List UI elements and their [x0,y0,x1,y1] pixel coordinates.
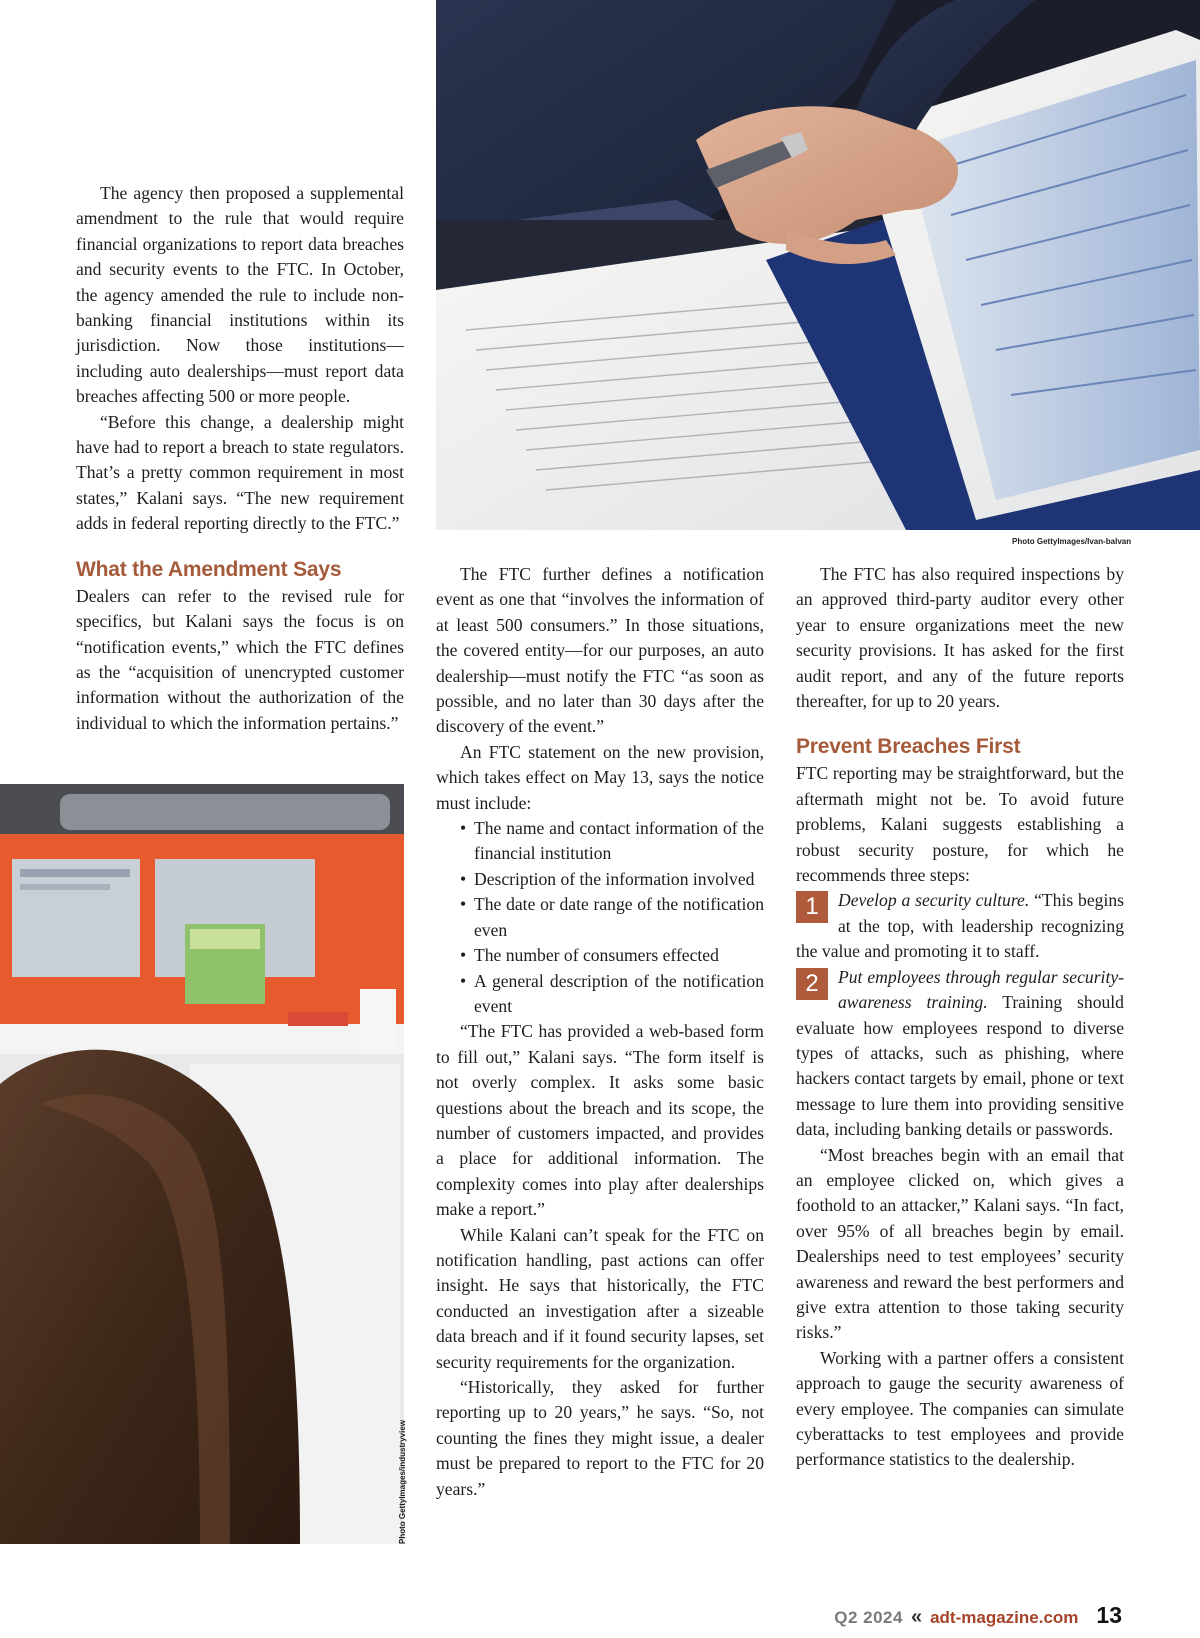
list-item: • A general description of the notification event [460,969,764,1020]
step-1 [796,888,1124,964]
photo-left-illustration [0,784,404,1544]
footer-issue: Q2 2024 [834,1608,903,1627]
column-3 [796,562,1124,1473]
notice-requirements-list [436,816,764,1019]
col2-paragraph-5: “Historically, they asked for further reporting up to 20 years,” he says. “So, not counting the fines they might issue, a dealer must be prepared to report to the FTC for 20 years.” [436,1377,764,1499]
list-item: • The number of consumers effected [460,943,764,968]
col1-section-heading: What the Amendment Says [76,557,342,581]
col2-paragraph-2: An FTC statement on the new provision, which takes effect on May 13, says the notice must include: [436,741,764,813]
col2-paragraph-3: “The FTC has provided a web-based form to fill out,” Kalani says. “The form itself is not overly complex. It asks some basic questions about the breach and its scope, the number of customers impacted, and provides a place for additional information. The complexity comes into play after dealerships make a report.” [436,1021,764,1220]
photo-top-credit: Photo GettyImages/Ivan-balvan [1012,537,1132,546]
col1-paragraph-2: “Before this change, a dealership might have had to report a breach to state regulators. That’s a pretty common requirement in most states,” Kalani says. “The new requirement adds in federal reporting directly to the FTC.” [76,411,404,534]
photo-left-credit: Photo GettyImages/industryview [398,1419,407,1544]
col3-paragraph-3: “Most breaches begin with an email that an employee clicked on, which gives a foothold to an attacker,” Kalani says. “In fact, over 95% of all breaches begin by email. Dealerships need to test employees’ security awareness and reward the best performers and give extra attention to those taking security risks.” [796,1144,1124,1343]
col1-paragraph-1: The agency then proposed a supplemental amendment to the rule that would require financial organizations to report data breaches and security events to the FTC. In October, the agency amended the rule to include non-banking financial institutions within its jurisdiction. Now those institutions—including auto dealerships—must report data breaches affecting 500 or more people. [76,183,404,407]
step-2 [796,965,1124,1143]
col3-paragraph-1: The FTC has also required inspections by an approved third-party auditor every other year to ensure organizations meet the new security provisions. It has asked for the first audit report, and any of the future reports thereafter, for up to 20 years. [796,564,1124,712]
step-1-text: “This begins at the top, with leadership recognizing the value and promoting it to staff. [796,890,1124,962]
column-1 [76,181,404,736]
list-item: • The name and contact information of the financial institution [460,816,764,867]
col3-section-heading: Prevent Breaches First [796,735,1021,759]
page-number: 13 [1096,1602,1122,1628]
step-2-lead: Put employees through regular security-awareness training. [838,966,1124,1013]
photo-top [436,0,1200,530]
list-item: • Description of the information involved [460,867,764,892]
col3-paragraph-4: Working with a partner offers a consistent approach to gauge the security awareness of every employee. The companies can simulate cyberattacks to test employees and provide performance statistics to the dealership. [796,1347,1124,1470]
step-1-lead: Develop a security culture. [838,890,1030,911]
col2-paragraph-4: While Kalani can’t speak for the FTC on notification handling, past actions can offer insight. He says that historically, the FTC conducted an investigation after a sizeable data breach and if it found security lapses, set security requirements for the organization. [436,1224,764,1372]
page-footer [834,1602,1122,1629]
photo-left [0,784,404,1544]
footer-site-link[interactable]: adt-magazine.com [930,1608,1079,1627]
col2-paragraph-1: The FTC further defines a notification event as one that “involves the information of at least 500 consumers.” In those situations, the covered entity—for our purposes, an auto dealership—must notify the FTC “as soon as possible, and no later than 30 days after the discovery of the event.” [436,564,764,737]
list-item: • The date or date range of the notification even [460,892,764,943]
step-1-badge: 1 [796,891,828,923]
footer-separator: « [910,1606,923,1628]
step-2-badge: 2 [796,968,828,1000]
column-2 [436,562,764,1502]
photo-top-illustration [436,0,1200,530]
col3-paragraph-2: FTC reporting may be straightforward, but the aftermath might not be. To avoid future problems, Kalani suggests establishing a robust security posture, for which he recommends three steps: [796,763,1124,886]
step-2-text: Training should evaluate how employees respond to diverse types of attacks, such as phishing, where hackers contact targets by email, phone or text message to lure them into providing sensitive data, including banking details or passwords. [796,992,1124,1140]
col1-paragraph-3: Dealers can refer to the revised rule for specifics, but Kalani says the focus is on “notification events,” which the FTC defines as the “acquisition of unencrypted customer information without the authorization of the individual to which the information pertains.” [76,585,404,733]
